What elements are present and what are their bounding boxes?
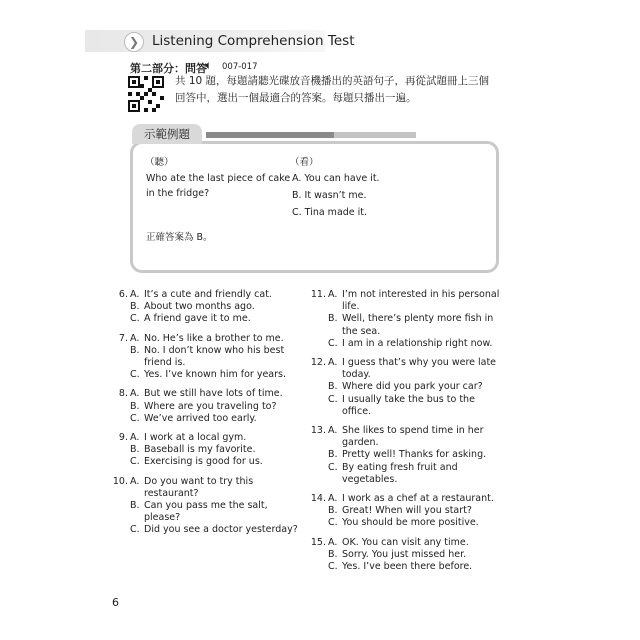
track-number: 007-017	[222, 62, 258, 72]
option-letter: C.	[328, 337, 338, 349]
answer-option	[120, 500, 300, 524]
answer-option	[318, 394, 500, 418]
option-text: Yes. I’ve been there before.	[342, 561, 473, 573]
answer-option	[310, 425, 500, 449]
answer-option	[120, 524, 300, 536]
answer-option	[120, 413, 300, 425]
example-option-c: C. Tina made it.	[292, 207, 368, 218]
page-title: Listening Comprehension Test	[152, 33, 355, 49]
answer-option	[318, 313, 500, 337]
answer-option	[318, 449, 500, 461]
question-item	[120, 388, 300, 425]
option-letter: B.	[328, 449, 338, 461]
option-text: No. He’s like a brother to me.	[144, 332, 284, 344]
option-text: I usually take the bus to the office.	[342, 393, 475, 417]
section-label: 第二部分：問答	[130, 62, 207, 75]
example-tab: 示範例題	[132, 124, 202, 144]
option-text: We’ve arrived too early.	[144, 412, 257, 424]
instructions-text: 共 10 題，每題請聽光碟放音機播出的英語句子，再從試題冊上三個回答中，選出一個最適合的答案。每題只播出一遍。	[175, 75, 490, 104]
option-letter: B.	[130, 344, 140, 356]
option-letter: B.	[130, 444, 140, 456]
option-letter: B.	[328, 313, 338, 325]
example-listen-label: （聽）	[145, 157, 174, 168]
question-number: 11.	[310, 289, 326, 300]
chevron-right-icon: ❯	[124, 32, 144, 52]
answer-option	[120, 301, 300, 313]
answer-option	[112, 475, 300, 500]
qr-code-icon	[128, 76, 164, 112]
question-number: 6.	[118, 289, 128, 300]
question-item	[310, 536, 500, 574]
answer-option	[318, 517, 500, 529]
option-text: But we still have lots of time.	[144, 388, 283, 400]
answer-option	[120, 289, 300, 301]
option-text: A friend gave it to me.	[144, 313, 251, 325]
option-text: I work at a local gym.	[144, 432, 247, 444]
option-text: By eating fresh fruit and vegetables.	[342, 461, 458, 485]
option-letter: C.	[130, 524, 140, 536]
option-text: Did you see a doctor yesterday?	[144, 524, 298, 536]
page-number: 6	[112, 596, 119, 609]
option-text: Where are you traveling to?	[144, 400, 277, 412]
example-answer: 正確答案為 B。	[146, 232, 213, 243]
option-text: I am in a relationship right now.	[342, 337, 493, 349]
option-text: Great! When will you start?	[342, 505, 472, 517]
option-letter: B.	[130, 301, 140, 313]
option-letter: A.	[328, 493, 338, 505]
question-item	[310, 357, 500, 418]
option-letter: C.	[130, 412, 140, 424]
question-number: 12.	[310, 357, 326, 369]
answer-option	[318, 462, 500, 486]
option-letter: C.	[130, 313, 140, 325]
answer-option	[318, 561, 500, 573]
answer-option	[120, 401, 300, 413]
answer-option	[120, 456, 300, 468]
option-text: Baseball is my favorite.	[144, 444, 256, 456]
answer-option	[310, 289, 500, 313]
answer-option	[310, 357, 500, 381]
question-number: 10.	[112, 475, 128, 487]
question-number: 15.	[310, 536, 326, 548]
option-text: Where did you park your car?	[342, 381, 483, 393]
answer-option	[120, 444, 300, 456]
question-item	[120, 432, 300, 469]
option-text: Pretty well! Thanks for asking.	[342, 449, 487, 461]
option-letter: A.	[328, 536, 338, 548]
option-letter: C.	[328, 561, 338, 573]
answer-option	[318, 338, 500, 350]
option-letter: C.	[130, 369, 140, 381]
question-item	[310, 289, 500, 350]
answer-option	[318, 549, 500, 561]
option-text: Exercising is good for us.	[144, 456, 263, 468]
option-letter: A.	[130, 475, 140, 487]
question-item	[310, 493, 500, 530]
answer-option	[120, 313, 300, 325]
option-letter: A.	[130, 332, 140, 344]
question-number: 7.	[118, 332, 128, 344]
option-text: No. I don’t know who his best friend is.	[144, 344, 285, 369]
answer-option	[318, 381, 500, 393]
option-letter: A.	[328, 425, 338, 437]
option-letter: B.	[130, 400, 140, 412]
example-look-label: （看）	[290, 157, 319, 168]
option-letter: C.	[328, 393, 338, 405]
answer-option	[120, 333, 300, 345]
question-item	[112, 475, 300, 537]
question-number: 13.	[310, 425, 326, 437]
option-text: Can you pass me the salt, please?	[144, 500, 268, 524]
option-letter: B.	[130, 500, 140, 512]
answer-option	[310, 493, 500, 505]
option-letter: A.	[328, 357, 338, 369]
question-item	[310, 425, 500, 486]
example-listen-text: Who ate the last piece of cake	[146, 173, 291, 184]
tab-divider	[206, 132, 334, 138]
option-text: Yes. I’ve known him for years.	[144, 369, 287, 381]
option-text: Well, there’s plenty more fish in the sea.	[342, 313, 494, 337]
answer-option	[120, 388, 300, 400]
right-question-list	[310, 289, 500, 580]
option-text: Do you want to try this restaurant?	[144, 475, 254, 499]
option-letter: B.	[328, 381, 338, 393]
question-item	[120, 333, 300, 382]
option-text: Sorry. You just missed her.	[342, 548, 467, 560]
option-text: She likes to spend time in her garden.	[342, 425, 484, 449]
option-letter: C.	[328, 517, 338, 529]
answer-option	[120, 369, 300, 381]
option-text: I guess that’s why you were late today.	[342, 357, 497, 381]
answer-option	[318, 505, 500, 517]
option-text: It’s a cute and friendly cat.	[144, 289, 272, 300]
example-listen-text-2: in the fridge?	[146, 188, 210, 199]
option-letter: C.	[328, 461, 338, 473]
left-question-list	[112, 289, 300, 544]
option-letter: A.	[130, 388, 140, 400]
question-number: 8.	[118, 388, 128, 400]
option-text: You should be more positive.	[342, 517, 479, 529]
question-number: 9.	[118, 432, 128, 444]
option-text: I’m not interested in his personal life.	[342, 289, 500, 313]
speaker-icon: 🔈︎	[205, 58, 213, 72]
option-text: OK. You can visit any time.	[342, 536, 469, 548]
answer-option	[120, 432, 300, 444]
answer-option	[120, 345, 300, 369]
option-letter: A.	[130, 289, 140, 300]
question-number: 14.	[310, 493, 326, 505]
example-option-a: A. You can have it.	[292, 173, 380, 184]
option-text: I work as a chef at a restaurant.	[342, 493, 494, 505]
option-letter: A.	[328, 289, 338, 300]
tab-divider-light	[334, 132, 416, 138]
option-letter: A.	[130, 432, 140, 444]
option-letter: C.	[130, 456, 140, 468]
option-text: About two months ago.	[144, 301, 255, 313]
question-item	[120, 289, 300, 326]
answer-option	[310, 536, 500, 549]
option-letter: B.	[328, 505, 338, 517]
option-letter: B.	[328, 548, 338, 560]
example-option-b: B. It wasn’t me.	[292, 190, 367, 201]
